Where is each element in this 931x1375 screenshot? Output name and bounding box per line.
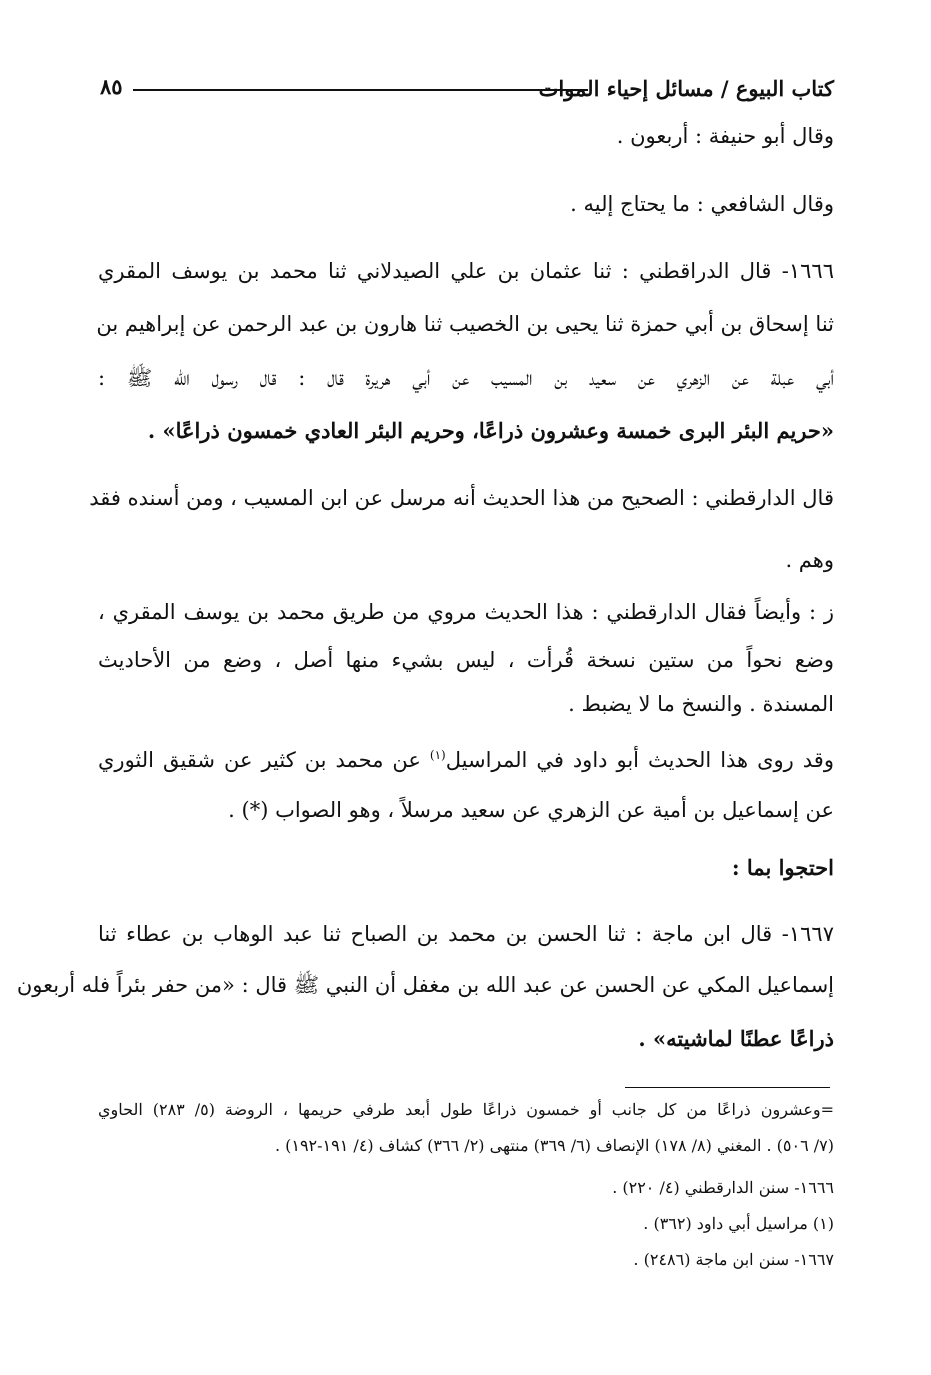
hadith-1667-line-3: ذراعًا عطنًا لماشيته» . [638, 1026, 834, 1051]
marasil-text-b: عن محمد بن كثير عن شقيق الثوري [98, 748, 421, 772]
hadith-1666-matn: «حريم البئر البرى خمسة وعشرون ذراعًا، وحريم البئر العادي خمسون ذراعًا» . [147, 418, 834, 443]
hadith-1666-line-3: أبي عبلة عن الزهري عن سعيد بن المسيب عن أبي هريرة قال : قال رسول الله ﷺ : [98, 366, 834, 390]
zay-note-line-3: المسندة . والنسخ ما لا يضبط . [568, 692, 834, 716]
hadith-1666-line-1: ١٦٦٦- قال الدراقطني : ثنا عثمان بن علي الصيدلاني ثنا محمد بن يوسف المقري [98, 259, 834, 283]
running-header-title: كتاب البيوع / مسائل إحياء الموات [538, 76, 834, 101]
footnote-continuation-line-1: =وعشرون ذراعًا من كل جانب أو خمسون ذراعًا طول أبعد طرفي حريمها ، الروضة (٥/ ٢٨٣) الحاوي [98, 1100, 834, 1119]
hadith-1667-line-2: إسماعيل المكي عن الحسن عن عبد الله بن مغفل أن النبي ﷺ قال : «من حفر بئراً فله أربعون [16, 973, 834, 997]
section-heading-evidence: احتجوا بما : [731, 855, 834, 880]
marasil-line-2: عن إسماعيل بن أمية عن الزهري عن سعيد مرسلاً ، وهو الصواب (*) . [228, 798, 834, 822]
hadith-1666-line-2: ثنا إسحاق بن أبي حمزة ثنا يحيى بن الخصيب ثنا هارون بن عبد الرحمن عن إبراهيم بن [96, 312, 834, 336]
footnote-continuation-line-2: (٧/ ٥٠٦) . المغني (٨/ ١٧٨) الإنصاف (٦/ ٣٦٩) منتهى (٢/ ٣٦٦) كشاف (٤/ ١٩١-١٩٢) . [274, 1136, 834, 1155]
marasil-text-a: وقد روى هذا الحديث أبو داود في المراسيل [445, 748, 834, 772]
footnote-1667-source: ١٦٦٧- سنن ابن ماجة (٢٤٨٦) . [633, 1250, 834, 1269]
daraqutni-comment-line-1: قال الدارقطني : الصحيح من هذا الحديث أنه مرسل عن ابن المسيب ، ومن أسنده فقد [89, 486, 834, 510]
footnote-ref-1: (١) [429, 748, 446, 762]
zay-note-line-2: وضع نحواً من ستين نسخة قُرأت ، ليس بشيء منها أصل ، وضع من الأحاديث [98, 648, 834, 672]
footnote-1: (١) مراسيل أبي داود (٣٦٢) . [643, 1214, 834, 1233]
daraqutni-comment-line-2: وهم . [785, 548, 834, 572]
footnote-1666-source: ١٦٦٦- سنن الدارقطني (٤/ ٢٢٠) . [612, 1178, 834, 1197]
hadith-1667-line-1: ١٦٦٧- قال ابن ماجة : ثنا الحسن بن محمد بن الصباح ثنا عبد الوهاب بن عطاء ثنا [98, 922, 834, 946]
footnote-rule [625, 1087, 830, 1088]
zay-note-line-1: ز : وأيضاً فقال الدارقطني : هذا الحديث مروي من طريق محمد بن يوسف المقري ، [98, 600, 834, 624]
text-line-1: وقال أبو حنيفة : أربعون . [616, 124, 834, 148]
text-line-2: وقال الشافعي : ما يحتاج إليه . [570, 192, 834, 216]
marasil-line-1 [98, 748, 834, 772]
page-number: ٨٥ [100, 74, 123, 99]
header-rule [133, 89, 588, 91]
